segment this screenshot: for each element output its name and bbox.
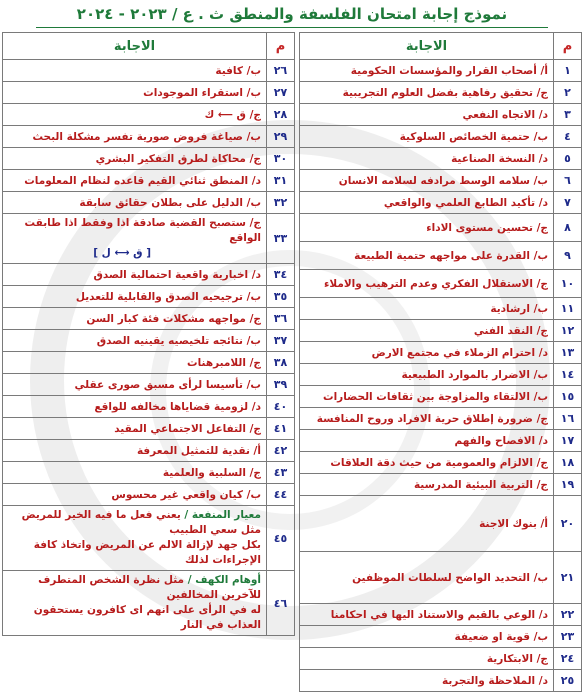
row-answer: د/ الوعي بالقيم والاستناد اليها في احكامنا bbox=[300, 604, 554, 626]
table-row bbox=[300, 626, 582, 648]
answer-formula: [ ق ⟷ ل ] bbox=[93, 247, 151, 259]
answer-text: ج/ ستصبح القضية صادقة اذا وفقط اذا طابقت الواقع bbox=[24, 217, 261, 244]
table-row bbox=[300, 192, 582, 214]
row-answer: ج/ ضرورة إطلاق حرية الافراد وروح المنافسة bbox=[300, 408, 554, 430]
row-answer: ب/ الدليل على بطلان حقائق سابقة bbox=[3, 192, 267, 214]
table-header bbox=[3, 33, 295, 60]
row-number: ٤٥ bbox=[267, 506, 295, 571]
table-row bbox=[3, 308, 295, 330]
table-row bbox=[3, 170, 295, 192]
row-answer: ج/ التفاعل الاجتماعي المقيد bbox=[3, 418, 267, 440]
title-underline bbox=[36, 27, 548, 28]
answer-text: مثل نظرة الشخص المتطرف للآخرين المخالفين bbox=[38, 574, 261, 601]
row-answer: أ/ نقدية للتمثيل المعرفة bbox=[3, 440, 267, 462]
row-answer: ب/ حتمية الخصائص السلوكية bbox=[300, 126, 554, 148]
table-row bbox=[3, 506, 295, 571]
table-row bbox=[300, 170, 582, 192]
table-row bbox=[300, 452, 582, 474]
row-number: ٥ bbox=[554, 148, 582, 170]
table-row bbox=[300, 298, 582, 320]
row-number: ٢٢ bbox=[554, 604, 582, 626]
table-row bbox=[3, 192, 295, 214]
table-row bbox=[300, 126, 582, 148]
row-answer: ج/ الالزام والعمومية من حيث دقة العلاقات bbox=[300, 452, 554, 474]
row-number: ٣٧ bbox=[267, 330, 295, 352]
table-row bbox=[300, 386, 582, 408]
table-row bbox=[3, 418, 295, 440]
row-number: ٢٠ bbox=[554, 496, 582, 552]
table-row bbox=[300, 82, 582, 104]
table-row bbox=[300, 320, 582, 342]
table-row bbox=[3, 148, 295, 170]
row-answer: ب/ كيان واقعي غير محسوس bbox=[3, 484, 267, 506]
table-row bbox=[3, 60, 295, 82]
answer-text: يعني فعل ما فيه الخير للمريض مثل سعي الطبيب bbox=[21, 509, 261, 536]
row-answer: ب/ ترجيحيه الصدق والقابلية للتعديل bbox=[3, 286, 267, 308]
row-number: ٨ bbox=[554, 214, 582, 242]
row-answer: د/ اخبارية واقعية احتمالية الصدق bbox=[3, 264, 267, 286]
row-answer: ج/ التربية البيئية المدرسية bbox=[300, 474, 554, 496]
row-answer: ج/ تحسين مستوى الاداء bbox=[300, 214, 554, 242]
table-row bbox=[300, 342, 582, 364]
row-answer bbox=[3, 571, 267, 636]
row-number: ٤ bbox=[554, 126, 582, 148]
row-number: ٤٣ bbox=[267, 462, 295, 484]
row-number: ١١ bbox=[554, 298, 582, 320]
table-row bbox=[300, 474, 582, 496]
row-answer: د/ احترام الزملاء في مجتمع الارض bbox=[300, 342, 554, 364]
row-number: ١٨ bbox=[554, 452, 582, 474]
row-number: ١٢ bbox=[554, 320, 582, 342]
row-answer: أ/ أصحاب القرار والمؤسسات الحكومية bbox=[300, 60, 554, 82]
row-number: ١٥ bbox=[554, 386, 582, 408]
row-answer: ب/ القدرة على مواجهه حتمية الطبيعة bbox=[300, 242, 554, 270]
row-number: ٣٥ bbox=[267, 286, 295, 308]
table-row bbox=[300, 364, 582, 386]
row-number: ٤٠ bbox=[267, 396, 295, 418]
row-answer: ج/ اللامبرهنات bbox=[3, 352, 267, 374]
row-number: ١ bbox=[554, 60, 582, 82]
table-row bbox=[300, 648, 582, 670]
row-number: ٣ bbox=[554, 104, 582, 126]
row-answer: ج/ الاستقلال الفكري وعدم الترهيب والاملاء bbox=[300, 270, 554, 298]
row-number: ٤٦ bbox=[267, 571, 295, 636]
table-row bbox=[3, 440, 295, 462]
table-row bbox=[300, 552, 582, 604]
table-row bbox=[300, 104, 582, 126]
row-answer: ب/ سلامه الوسط مرادفه لسلامه الانسان bbox=[300, 170, 554, 192]
row-answer bbox=[3, 506, 267, 571]
table-header bbox=[300, 33, 582, 60]
table-row bbox=[3, 330, 295, 352]
row-number: ١٣ bbox=[554, 342, 582, 364]
table-row bbox=[3, 104, 295, 126]
table-row bbox=[3, 214, 295, 264]
table-row bbox=[3, 264, 295, 286]
table-row bbox=[300, 430, 582, 452]
row-answer: د/ لزومية قضاياها مخالفه للواقع bbox=[3, 396, 267, 418]
table-row bbox=[300, 270, 582, 298]
row-answer: ج/ السلبية والعلمية bbox=[3, 462, 267, 484]
table-row bbox=[300, 604, 582, 626]
answer-text-line2: بكل جهد لإزالة الالم عن المريض واتخاذ كافة الإجراءات لذلك bbox=[33, 539, 261, 566]
row-answer: د/ الاتجاه النفعي bbox=[300, 104, 554, 126]
row-answer: ب/ نتائجه تلخيصيه يقينيه الصدق bbox=[3, 330, 267, 352]
row-number: ٢١ bbox=[554, 552, 582, 604]
table-row bbox=[3, 126, 295, 148]
row-number: ٧ bbox=[554, 192, 582, 214]
row-answer: ج/ ق ⟵ ك bbox=[3, 104, 267, 126]
row-number: ٣١ bbox=[267, 170, 295, 192]
row-answer: د/ تأكيد الطابع العلمي والواقعي bbox=[300, 192, 554, 214]
row-answer: د/ الملاحظة والتجربة bbox=[300, 670, 554, 692]
row-answer: ب/ صياغة فروض صورية تفسر مشكلة البحث bbox=[3, 126, 267, 148]
row-number: ٦ bbox=[554, 170, 582, 192]
row-answer: د/ النسخة الصناعية bbox=[300, 148, 554, 170]
row-number: ٢ bbox=[554, 82, 582, 104]
row-answer: ب/ كافية bbox=[3, 60, 267, 82]
table-row bbox=[3, 374, 295, 396]
table-row bbox=[3, 82, 295, 104]
row-answer: ب/ ارشادية bbox=[300, 298, 554, 320]
row-answer: ب/ التحديد الواضح لسلطات الموظفين bbox=[300, 552, 554, 604]
row-number: ١٦ bbox=[554, 408, 582, 430]
answers-table-left bbox=[2, 32, 295, 636]
row-number: ٢٥ bbox=[554, 670, 582, 692]
row-answer: ج/ الابتكارية bbox=[300, 648, 554, 670]
row-number: ٣٠ bbox=[267, 148, 295, 170]
row-number: ٤٢ bbox=[267, 440, 295, 462]
answers-table-right bbox=[299, 32, 582, 692]
row-number: ٣٤ bbox=[267, 264, 295, 286]
page-title: نموذج إجابة امتحان الفلسفة والمنطق ث . ع / ٢٠٢٣ - ٢٠٢٤ bbox=[76, 5, 508, 23]
table-row bbox=[300, 670, 582, 692]
table-row bbox=[3, 396, 295, 418]
table-row bbox=[300, 214, 582, 242]
table-row bbox=[3, 286, 295, 308]
row-answer: ب/ الاضرار بالموارد الطبيعية bbox=[300, 364, 554, 386]
answer-label: أوهام الكهف / bbox=[187, 574, 261, 586]
row-number: ٣٣ bbox=[267, 214, 295, 264]
table-row bbox=[300, 60, 582, 82]
row-number: ١٤ bbox=[554, 364, 582, 386]
table-row bbox=[300, 148, 582, 170]
row-answer: ج/ النقد الفني bbox=[300, 320, 554, 342]
table-row bbox=[300, 408, 582, 430]
row-number: ٣٨ bbox=[267, 352, 295, 374]
row-answer: ج/ تحقيق رفاهية بفضل العلوم التجريبية bbox=[300, 82, 554, 104]
answer-text-line2: له في الرأى على انهم اى كافرون يستحقون العذاب في النار bbox=[33, 604, 261, 631]
header-num: م bbox=[554, 33, 582, 60]
row-answer: ب/ الالتقاء والمزاوجة بين ثقافات الحضارات bbox=[300, 386, 554, 408]
table-row bbox=[300, 496, 582, 552]
row-answer bbox=[3, 214, 267, 264]
row-number: ١٧ bbox=[554, 430, 582, 452]
row-answer: ج/ محاكاة لطرق التفكير البشري bbox=[3, 148, 267, 170]
row-number: ٢٤ bbox=[554, 648, 582, 670]
row-number: ٢٩ bbox=[267, 126, 295, 148]
answer-label: معيار المنفعة / bbox=[184, 509, 261, 521]
table-row bbox=[3, 462, 295, 484]
row-answer: د/ المنطق ثنائي القيم قاعده لنظام المعلومات bbox=[3, 170, 267, 192]
row-number: ١٩ bbox=[554, 474, 582, 496]
row-number: ٣٩ bbox=[267, 374, 295, 396]
row-number: ٣٦ bbox=[267, 308, 295, 330]
table-row bbox=[3, 484, 295, 506]
row-number: ٢٣ bbox=[554, 626, 582, 648]
table-row bbox=[3, 571, 295, 636]
row-answer: أ/ بنوك الاجنة bbox=[300, 496, 554, 552]
header-answer: الاجابة bbox=[300, 33, 554, 60]
row-answer: د/ الافصاح والفهم bbox=[300, 430, 554, 452]
row-answer: ب/ قوية او ضعيفة bbox=[300, 626, 554, 648]
row-number: ٢٨ bbox=[267, 104, 295, 126]
row-number: ١٠ bbox=[554, 270, 582, 298]
row-number: ٢٧ bbox=[267, 82, 295, 104]
row-number: ٤١ bbox=[267, 418, 295, 440]
row-answer: ب/ تأسيسا لرأى مسبق صورى عقلي bbox=[3, 374, 267, 396]
row-answer: ب/ استقراء الموجودات bbox=[3, 82, 267, 104]
header-answer: الاجابة bbox=[3, 33, 267, 60]
table-row bbox=[300, 242, 582, 270]
row-number: ٢٦ bbox=[267, 60, 295, 82]
row-answer: ج/ مواجهه مشكلات فئة كبار السن bbox=[3, 308, 267, 330]
row-number: ٣٢ bbox=[267, 192, 295, 214]
row-number: ٤٤ bbox=[267, 484, 295, 506]
table-row bbox=[3, 352, 295, 374]
header-num: م bbox=[267, 33, 295, 60]
row-number: ٩ bbox=[554, 242, 582, 270]
